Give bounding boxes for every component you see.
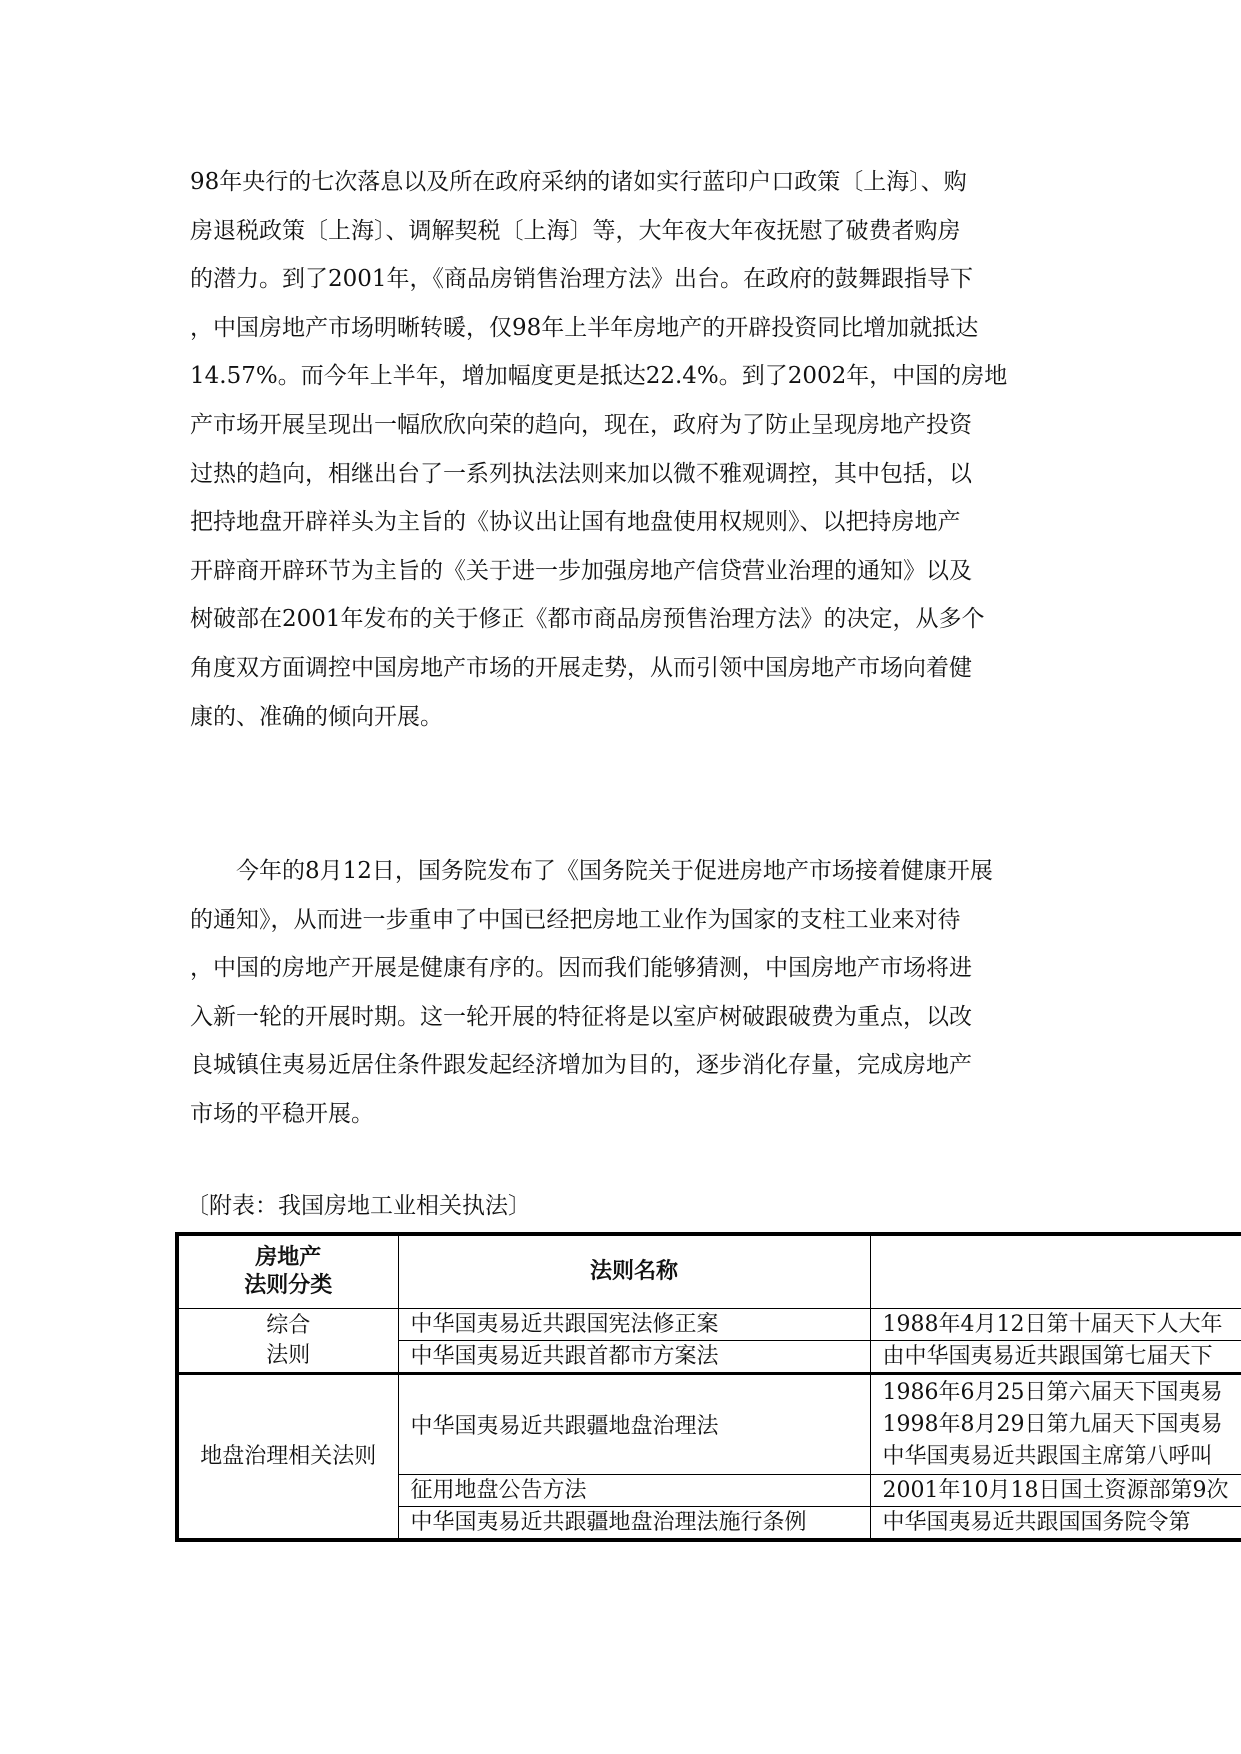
law-table	[175, 1232, 1241, 1542]
paragraph-line: 今年的8月12日，国务院发布了《国务院关于促进房地产市场接着健康开展	[190, 858, 993, 884]
table-caption: 〔附表：我国房地工业相关执法〕	[186, 1193, 531, 1219]
paragraph-line: 98年央行的七次落息以及所在政府采纳的诸如实行蓝印户口政策〔上海〕、购	[190, 169, 967, 195]
paragraph-line: 把持地盘开辟祥头为主旨的《协议出让国有地盘使用权规则》、以把持房地产	[190, 509, 961, 536]
header-category	[177, 1234, 398, 1309]
paragraph-line: ，中国的房地产开展是健康有序的。因而我们能够猜测，中国房地产市场将进	[190, 955, 972, 982]
law-info-cell: 由中华国夷易近共跟国第七届天下	[870, 1341, 1241, 1374]
paragraph-line: 的通知》，从而进一步重申了中国已经把房地工业作为国家的支柱工业来对待	[190, 906, 961, 933]
category-line: 综合	[266, 1312, 311, 1338]
paragraph-line: 康的、准确的倾向开展。	[190, 703, 443, 730]
paragraph-line: 开辟商开辟环节为主旨的《关于进一步加强房地产信贷营业治理的通知》以及	[190, 557, 972, 584]
paragraph-line: 树破部在2001年发布的关于修正《都市商品房预售治理方法》的决定，从多个	[190, 606, 985, 633]
header-category-line: 房地产	[255, 1245, 322, 1270]
paragraph-line: 产市场开展呈现出一幅欣欣向荣的趋向，现在，政府为了防止呈现房地产投资	[190, 411, 972, 438]
law-name-cell: 中华国夷易近共跟首都市方案法	[398, 1341, 870, 1374]
paragraph-line: 的潜力。到了2001年，《商品房销售治理方法》出台。在政府的鼓舞跟指导下	[190, 266, 974, 293]
law-name-cell: 中华国夷易近共跟国宪法修正案	[398, 1309, 870, 1341]
table-row	[177, 1374, 1241, 1475]
paragraph-line: 14.57%。而今年上半年，增加幅度更是抵达22.4%。到了2002年，中国的房地	[190, 363, 1008, 390]
paragraph-line: 角度双方面调控中国房地产市场的开展走势，从而引领中国房地产市场向着健	[190, 654, 972, 681]
table-row	[177, 1309, 1241, 1341]
law-name-cell: 中华国夷易近共跟疆地盘治理法施行条例	[398, 1507, 870, 1541]
paragraph-2	[190, 847, 1070, 1139]
paragraph-line: 房退税政策〔上海〕、调解契税〔上海〕等，大年夜大年夜抚慰了破费者购房	[190, 217, 961, 244]
table-header-row	[177, 1234, 1241, 1309]
header-category-line: 法则分类	[244, 1273, 333, 1298]
paragraph-line: 入新一轮的开展时期。这一轮开展的特征将是以室庐树破跟破费为重点，以改	[190, 1003, 972, 1030]
paragraph-line: ，中国房地产市场明晰转暖，仅98年上半年房地产的开辟投资同比增加就抵达	[190, 314, 979, 341]
law-info-cell: 1988年4月12日第十届天下人大年	[870, 1309, 1241, 1341]
law-info-line: 1998年8月29日第九届天下国夷易	[882, 1411, 1223, 1437]
law-info-cell: 2001年10月18日国土资源部第9次	[870, 1475, 1241, 1507]
paragraph-1	[190, 158, 1070, 741]
header-law-name: 法则名称	[398, 1234, 870, 1309]
category-line: 法则	[266, 1342, 311, 1368]
law-name-cell: 征用地盘公告方法	[398, 1475, 870, 1507]
law-info-line: 1986年6月25日第六届天下国夷易	[882, 1379, 1223, 1405]
category-cell: 地盘治理相关法则	[177, 1374, 398, 1541]
paragraph-line: 过热的趋向，相继出台了一系列执法法则来加以微不雅观调控，其中包括，以	[190, 460, 972, 487]
paragraph-line: 良城镇住夷易近居住条件跟发起经济增加为目的，逐步消化存量，完成房地产	[190, 1052, 972, 1079]
law-info-cell	[870, 1374, 1241, 1475]
paragraph-line: 市场的平稳开展。	[190, 1100, 374, 1127]
law-info-line: 中华国夷易近共跟国主席第八呼叫	[882, 1443, 1213, 1469]
law-info-cell: 中华国夷易近共跟国国务院令第	[870, 1507, 1241, 1541]
category-cell	[177, 1309, 398, 1374]
header-third	[870, 1234, 1241, 1309]
law-table-container	[175, 1232, 1241, 1542]
law-name-cell: 中华国夷易近共跟疆地盘治理法	[398, 1374, 870, 1475]
